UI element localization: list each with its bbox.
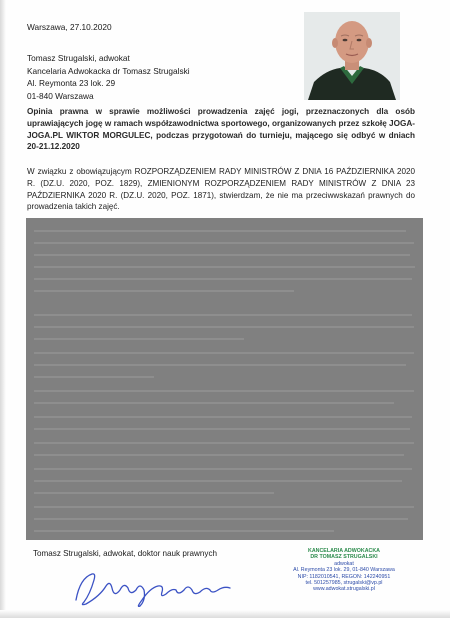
redacted-line bbox=[34, 278, 412, 280]
sender-name: Tomasz Strugalski, adwokat bbox=[27, 53, 130, 63]
redacted-line bbox=[34, 402, 394, 404]
portrait-illustration bbox=[304, 12, 400, 100]
opinion-intro-paragraph: W związku z obowiązującym ROZPORZĄDZENIEM RADY MINISTRÓW Z DNIA 16 PAŹDZIERNIKA 2020 R. (DZ.U. 2020, POZ. 1829), ZMIENIONYM ROZPORZĄDZENIEM RADY MINISTRÓW Z DNIA 23 PAŹDZIERNIKA 2020 R. (DZ.U. 2020, POZ. 1871), stwierdzam, że nie ma przeciwwskazań prawnych do prowadzenia takich zajęć. bbox=[27, 167, 415, 212]
redacted-line bbox=[34, 468, 412, 470]
author-portrait-photo bbox=[304, 12, 400, 100]
redacted-line bbox=[34, 376, 154, 378]
stamp-contact: tel. 501257985, strugalski@vp.pl bbox=[305, 580, 383, 587]
document-date: Warszawa, 27.10.2020 bbox=[27, 22, 112, 32]
scan-shadow-left bbox=[0, 0, 6, 618]
redacted-text-block bbox=[26, 218, 423, 540]
redacted-line bbox=[34, 326, 414, 328]
law-office-stamp bbox=[256, 548, 432, 593]
stamp-website: www.adwokat.strugalski.pl bbox=[313, 586, 375, 593]
redacted-line bbox=[34, 390, 414, 392]
sender-firm: Kancelaria Adwokacka dr Tomasz Strugalski bbox=[27, 65, 190, 76]
redacted-line bbox=[34, 454, 404, 456]
handwritten-signature bbox=[70, 560, 240, 610]
redacted-line bbox=[34, 428, 410, 430]
redacted-line bbox=[34, 442, 414, 444]
sender-city: 01-840 Warszawa bbox=[27, 90, 94, 101]
redacted-line bbox=[34, 480, 402, 482]
stamp-office-name: KANCELARIA ADWOKACKA bbox=[308, 548, 380, 554]
stamp-lawyer-name: DR TOMASZ STRUGALSKI bbox=[310, 554, 378, 561]
redacted-line bbox=[34, 230, 406, 232]
redacted-line bbox=[34, 352, 414, 354]
redacted-line bbox=[34, 364, 406, 366]
sender-street: Al. Reymonta 23 lok. 29 bbox=[27, 78, 116, 89]
stamp-address: Al. Reymonta 23 lok. 29, 01-840 Warszawa bbox=[293, 567, 395, 574]
redacted-line bbox=[34, 254, 410, 256]
opinion-heading: Opinia prawna w sprawie możliwości prowadzenia zajęć jogi, przeznaczonych dla osób uprawiających jogę w ramach współzawodnictwa sportowego, organizowanych przez szkołę JOGA-JOGA.PL WIKTOR MORGULEC, podczas przygotowań do turnieju, mającego się odbyć w dniach 20-21.12.2020 bbox=[27, 107, 415, 152]
redacted-line bbox=[34, 290, 294, 292]
redacted-line bbox=[34, 530, 334, 532]
redacted-line bbox=[34, 518, 408, 520]
redacted-line bbox=[34, 338, 244, 340]
scan-shadow-bottom bbox=[0, 610, 450, 618]
stamp-title: adwokat bbox=[334, 560, 354, 567]
redacted-line bbox=[34, 242, 414, 244]
stamp-tax-ids: NIP: 1182010541, REGON: 142240951 bbox=[297, 573, 391, 580]
redacted-line bbox=[34, 314, 412, 316]
redacted-line bbox=[34, 506, 414, 508]
signatory-name: Tomasz Strugalski, adwokat, doktor nauk prawnych bbox=[33, 549, 217, 558]
redacted-line bbox=[34, 492, 274, 494]
redacted-line bbox=[34, 416, 412, 418]
sender-address-block bbox=[27, 52, 190, 102]
redacted-line bbox=[34, 266, 415, 268]
